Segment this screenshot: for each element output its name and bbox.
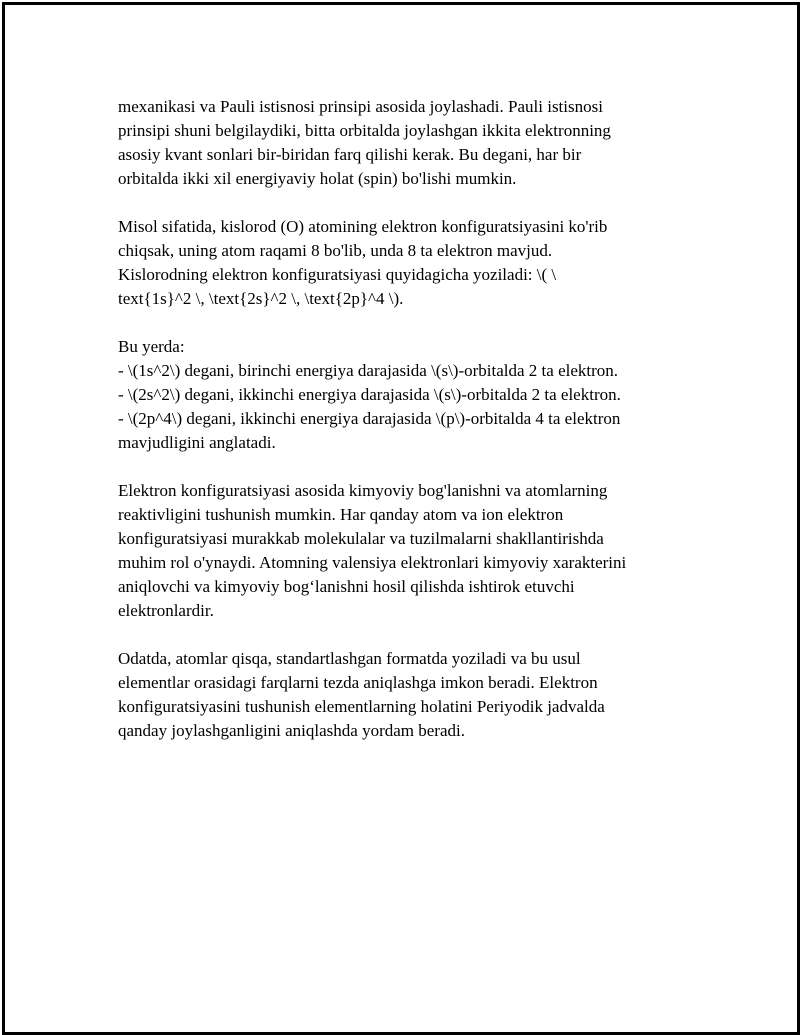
text-line: elementlar orasidagi farqlarni tezda aniqlashga imkon beradi. Elektron xyxy=(118,673,598,692)
text-line: Elektron konfiguratsiyasi asosida kimyoviy bog'lanishni va atomlarning xyxy=(118,481,608,500)
paragraph-oxygen-example xyxy=(118,215,683,311)
document-body xyxy=(118,95,683,767)
text-line: Misol sifatida, kislorod (O) atomining elektron konfiguratsiyasini ko'rib xyxy=(118,217,608,236)
list-item: - \(2p^4\) degani, ikkinchi energiya darajasida \(p\)-orbitalda 4 ta elektron xyxy=(118,409,621,428)
text-line: reaktivligini tushunish mumkin. Har qanday atom va ion elektron xyxy=(118,505,564,524)
list-item: - \(1s^2\) degani, birinchi energiya darajasida \(s\)-orbitalda 2 ta elektron. xyxy=(118,361,619,380)
page-frame xyxy=(2,2,800,1035)
text-line: Kislorodning elektron konfiguratsiyasi quyidagicha yoziladi: \( \ xyxy=(118,265,557,284)
paragraph-pauli-principle xyxy=(118,95,683,191)
text-line: konfiguratsiyasi murakkab molekulalar va tuzilmalarni shakllantirishda xyxy=(118,529,604,548)
text-line: prinsipi shuni belgilaydiki, bitta orbitalda joylashgan ikkita elektronning xyxy=(118,121,611,140)
text-line: qanday joylashganligini aniqlashda yordam beradi. xyxy=(118,721,465,740)
text-line: asosiy kvant sonlari bir-biridan farq qilishi kerak. Bu degani, har bir xyxy=(118,145,582,164)
text-line: text{1s}^2 \, \text{2s}^2 \, \text{2p}^4 \). xyxy=(118,289,404,308)
text-line: aniqlovchi va kimyoviy bog‘lanishni hosil qilishda ishtirok etuvchi xyxy=(118,577,575,596)
paragraph-explanation-list xyxy=(118,335,683,455)
text-line: orbitalda ikki xil energiyaviy holat (spin) bo'lishi mumkin. xyxy=(118,169,517,188)
list-item: - \(2s^2\) degani, ikkinchi energiya darajasida \(s\)-orbitalda 2 ta elektron. xyxy=(118,385,621,404)
text-line: Bu yerda: xyxy=(118,337,185,356)
text-line: Odatda, atomlar qisqa, standartlashgan formatda yoziladi va bu usul xyxy=(118,649,581,668)
text-line: muhim rol o'ynaydi. Atomning valensiya elektronlari kimyoviy xarakterini xyxy=(118,553,627,572)
text-line: chiqsak, uning atom raqami 8 bo'lib, unda 8 ta elektron mavjud. xyxy=(118,241,553,260)
paragraph-standard-format xyxy=(118,647,683,743)
paragraph-chemical-bonding xyxy=(118,479,683,623)
text-line: mexanikasi va Pauli istisnosi prinsipi asosida joylashadi. Pauli istisnosi xyxy=(118,97,603,116)
text-line: elektronlardir. xyxy=(118,601,214,620)
text-line: mavjudligini anglatadi. xyxy=(118,433,276,452)
text-line: konfiguratsiyasini tushunish elementlarning holatini Periyodik jadvalda xyxy=(118,697,605,716)
